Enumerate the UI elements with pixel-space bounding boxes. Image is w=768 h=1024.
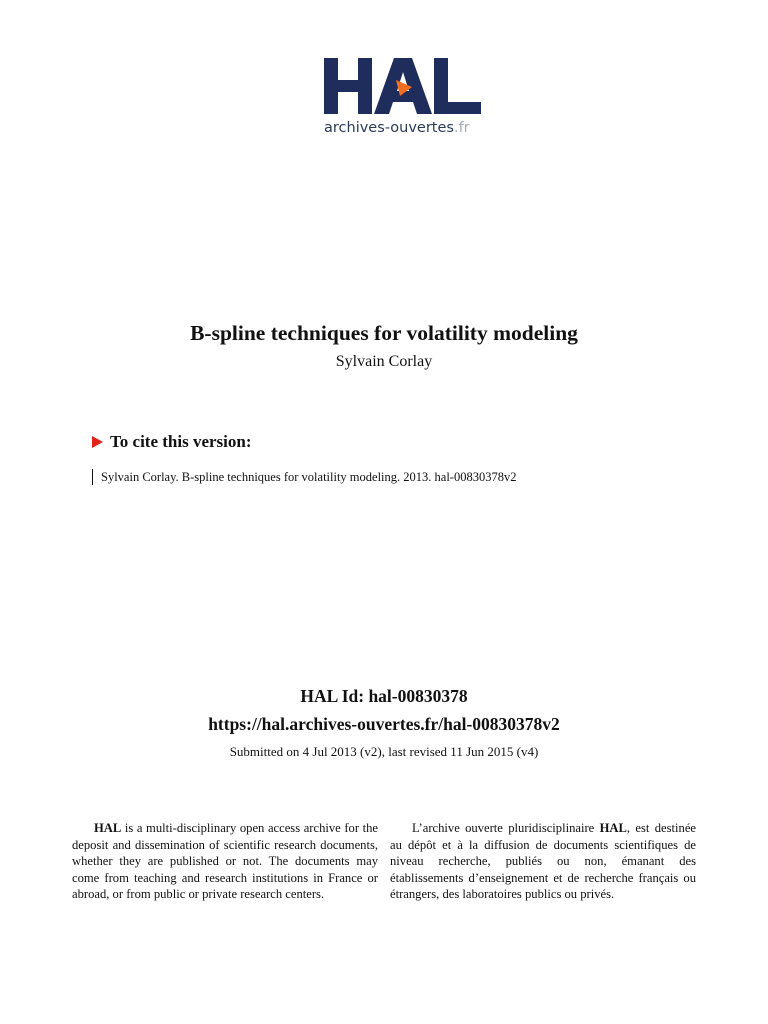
cite-heading-text: To cite this version:	[110, 432, 252, 451]
notice-english-text: is a multi-disciplinary open access archive for the deposit and dissemination of scientific research documents, whether they are published or not. The documents may come from teaching and research institutions in France or abroad, or from public or private research centers.	[72, 821, 378, 902]
triangle-right-icon	[92, 436, 103, 448]
hal-logo-mark	[322, 54, 484, 120]
hal-id: HAL Id: hal-00830378	[300, 686, 468, 706]
logo-subtitle-main: archives-ouvertes	[324, 120, 454, 136]
logo-subtitle	[324, 120, 470, 136]
notice-french	[390, 820, 696, 903]
cite-heading	[92, 432, 252, 452]
notice-french-lead: L’archive ouverte pluridisciplinaire	[412, 821, 600, 835]
hal-url-link[interactable]: https://hal.archives-ouvertes.fr/hal-00830378v2	[208, 714, 560, 734]
notice-french-hal: HAL	[599, 821, 627, 835]
notice-french-paragraph	[390, 820, 696, 903]
paper-title: B-spline techniques for volatility modeling	[190, 321, 578, 345]
notice-english-hal: HAL	[94, 821, 122, 835]
notice-french-text: , est destinée au dépôt et à la diffusion de documents scientifiques de niveau recherche, publiés ou non, émanant des établissements d’enseignement et de recherche français ou étrangers, des laboratoires publics ou privés.	[390, 821, 697, 902]
hal-logo[interactable]	[322, 54, 492, 144]
cite-reference: Sylvain Corlay. B-spline techniques for volatility modeling. 2013. hal-00830378v2	[92, 469, 516, 485]
notice-english	[72, 820, 378, 903]
logo-subtitle-tld: .fr	[453, 120, 470, 136]
paper-author: Sylvain Corlay	[335, 353, 433, 370]
notice-english-paragraph	[72, 820, 378, 903]
submission-dates: Submitted on 4 Jul 2013 (v2), last revised 11 Jun 2015 (v4)	[229, 744, 539, 759]
